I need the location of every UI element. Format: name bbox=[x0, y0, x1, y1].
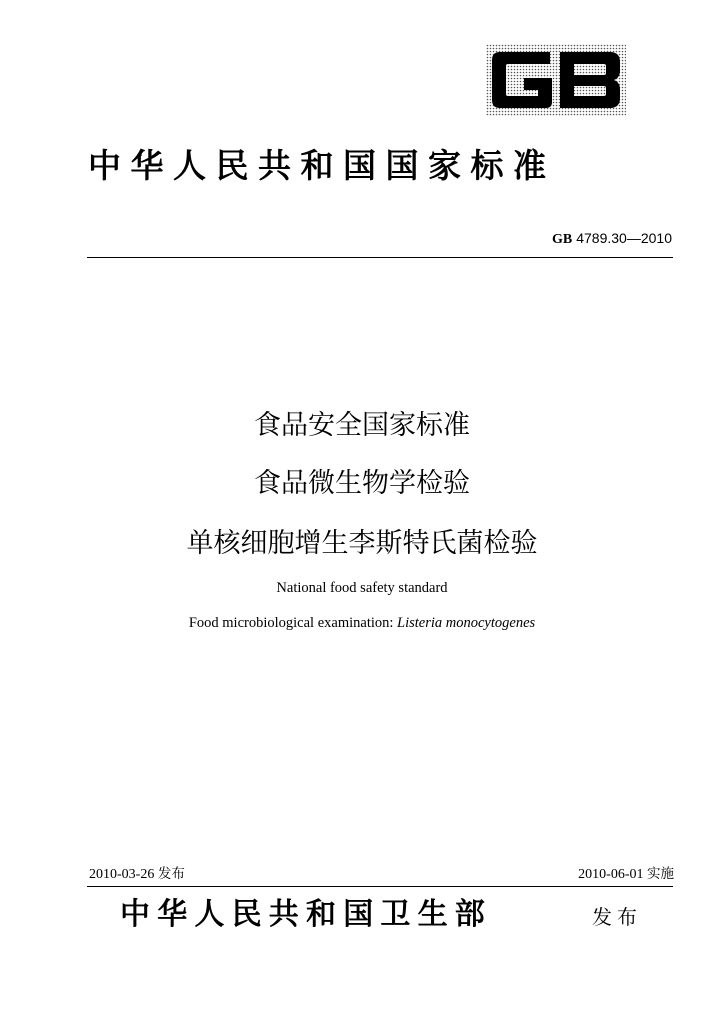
issued-label: 发布 bbox=[592, 905, 642, 929]
title-cn-line-3: 单核细胞增生李斯特氏菌检验 bbox=[186, 528, 538, 559]
bottom-divider bbox=[87, 886, 673, 887]
standard-code: 4789.30—2010 bbox=[576, 230, 672, 246]
implement-date: 2010-06-01 bbox=[578, 867, 644, 882]
issue-date: 2010-03-26 bbox=[89, 867, 155, 882]
implement-date-block bbox=[578, 864, 674, 885]
gb-logo bbox=[486, 44, 626, 116]
title-en-line-2-prefix: Food microbiological examination: bbox=[188, 615, 398, 631]
title-cn-line-2: 食品微生物学检验 bbox=[254, 468, 470, 499]
standard-prefix: GB bbox=[552, 232, 573, 247]
title-cn-line-1: 食品安全国家标准 bbox=[254, 410, 470, 441]
title-en-line-1: National food safety standard bbox=[276, 580, 448, 596]
issuing-authority: 中华人民共和国卫生部 bbox=[120, 897, 492, 932]
issuer-title: 中华人民共和国国家标准 bbox=[88, 146, 556, 185]
standard-number bbox=[552, 228, 672, 250]
title-en-line-2 bbox=[0, 613, 724, 633]
implement-label: 实施 bbox=[647, 866, 674, 882]
issue-label: 发布 bbox=[157, 866, 185, 882]
issue-date-block bbox=[89, 864, 185, 885]
gb-standard-logo-icon bbox=[486, 44, 626, 116]
top-divider bbox=[87, 257, 673, 258]
title-en-line-2-species: Listeria monocytogenes bbox=[397, 615, 536, 631]
